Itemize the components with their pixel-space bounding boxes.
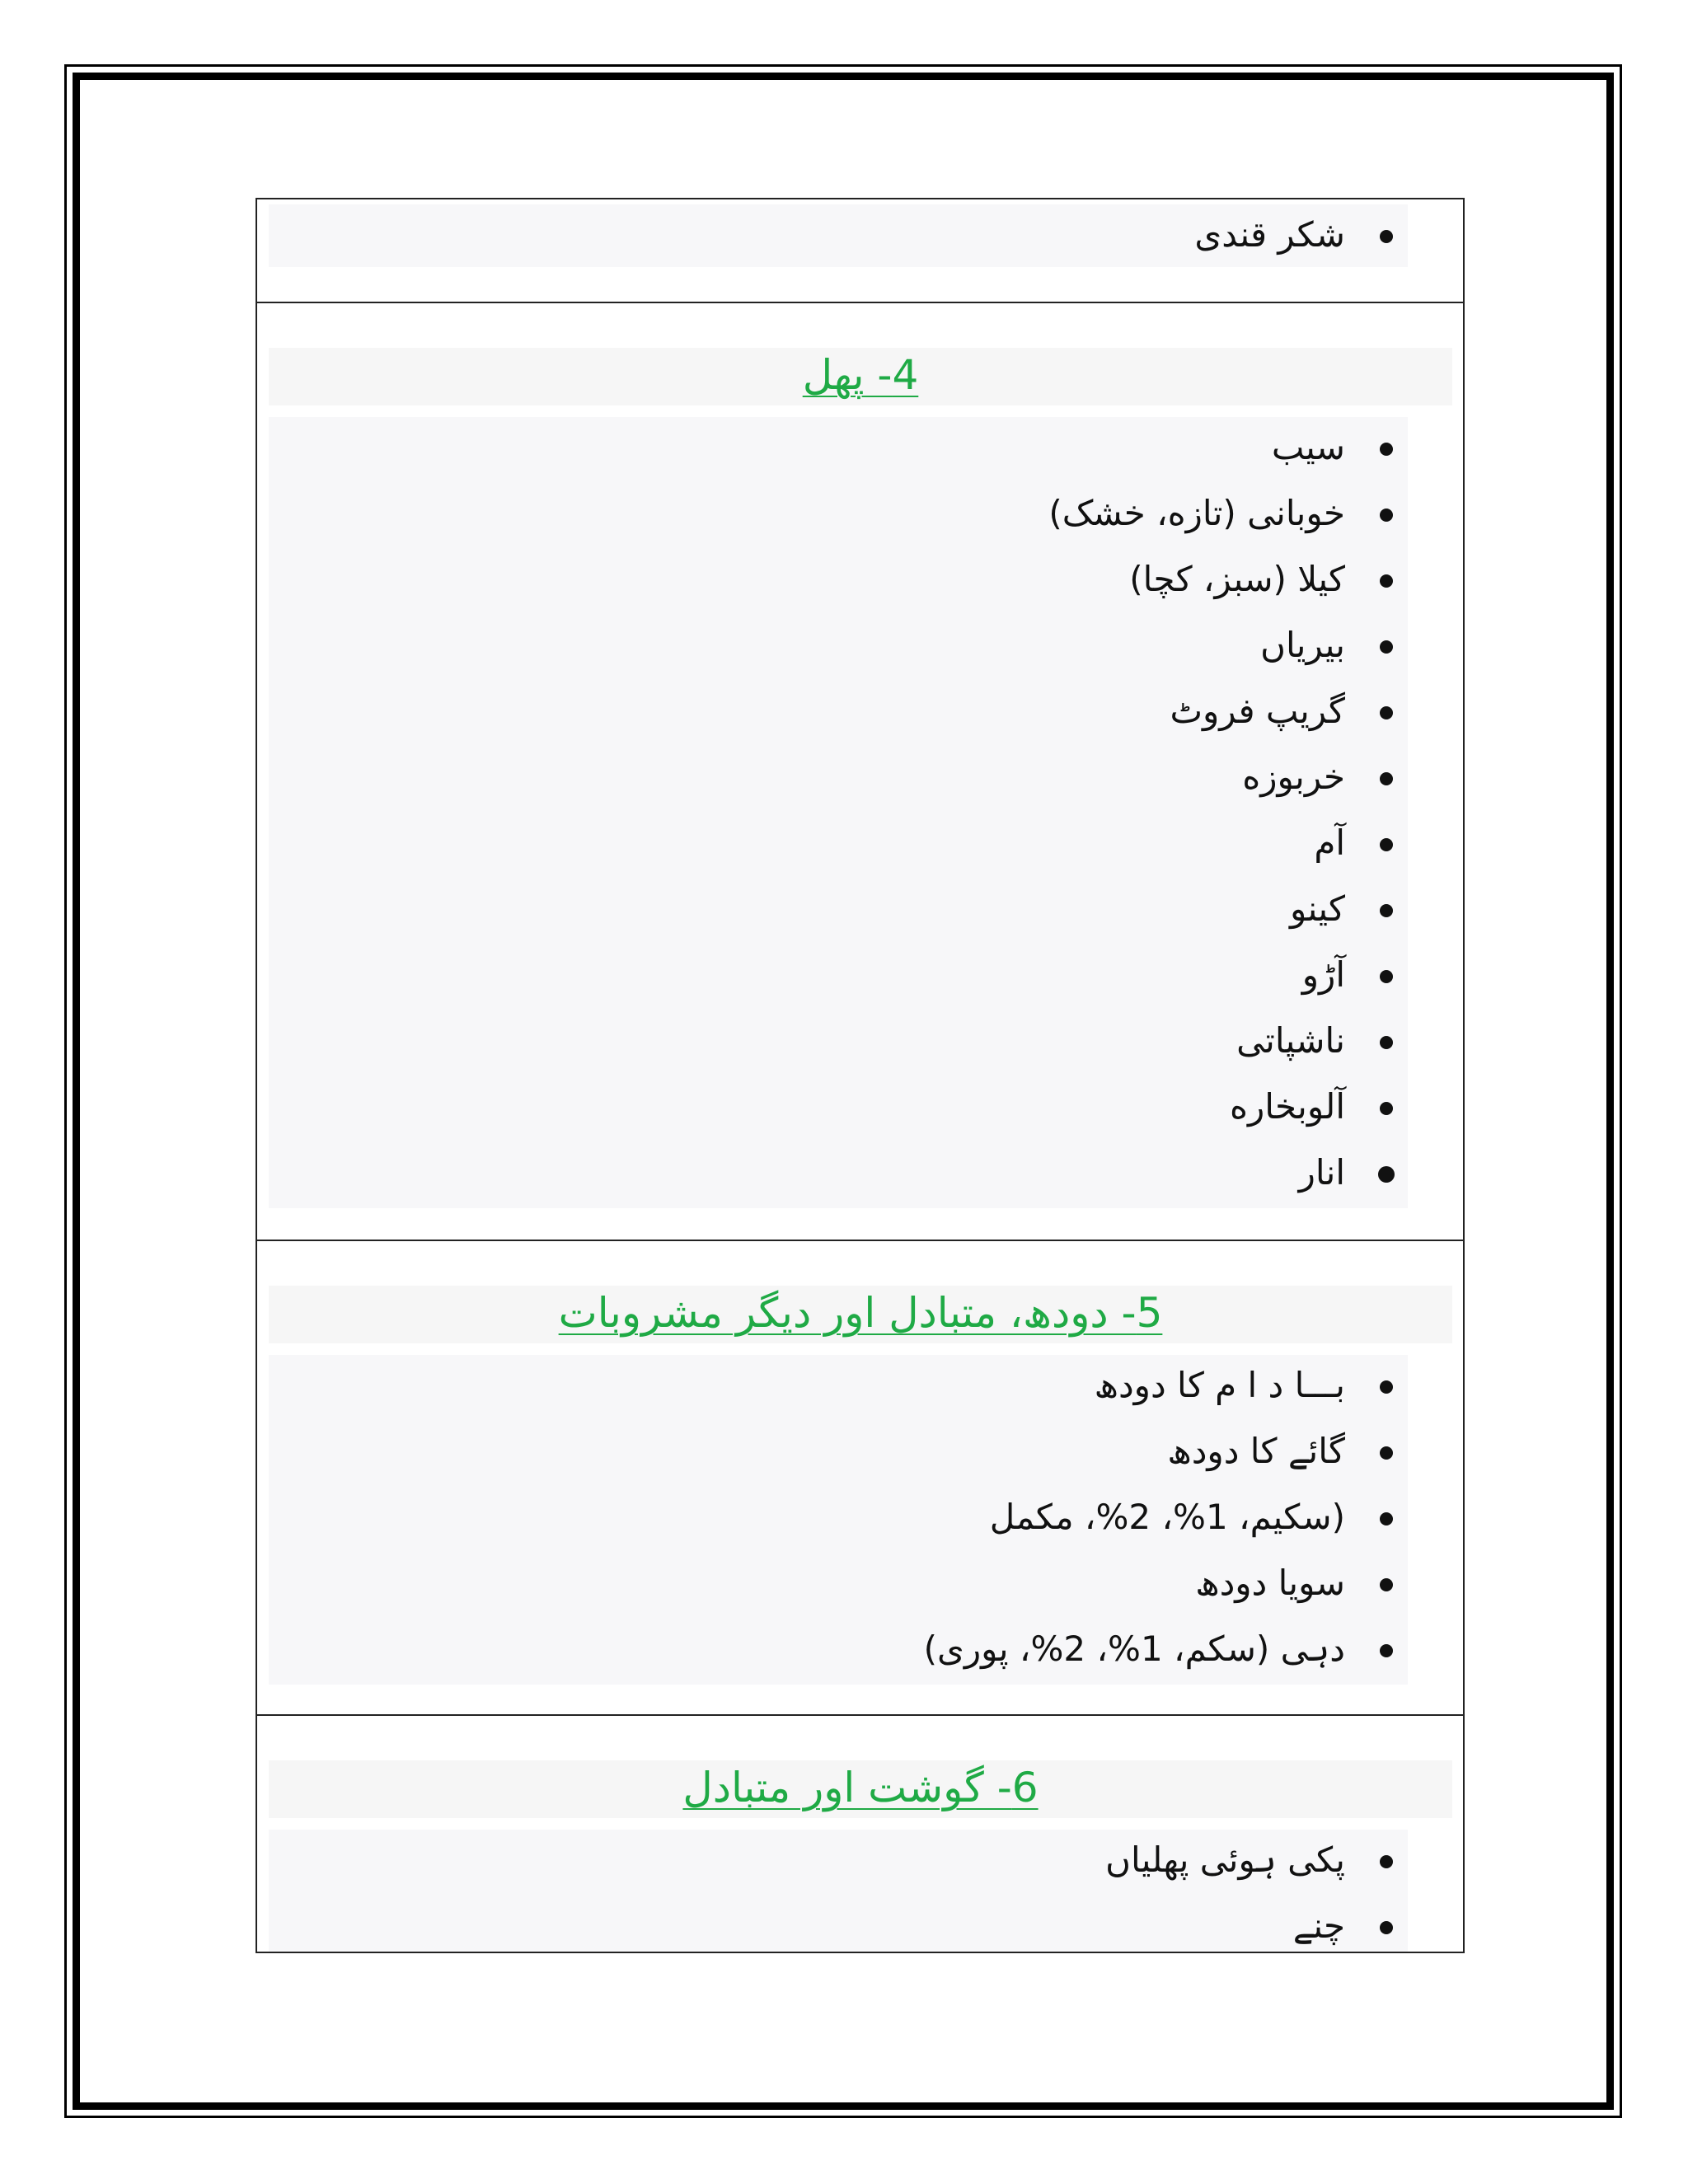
list-item-text: کینو	[1289, 888, 1345, 929]
list-item-text: گریپ فروٹ	[1170, 691, 1345, 731]
heading-band	[269, 1760, 1452, 1818]
list-item	[269, 1076, 1408, 1142]
heading-band	[269, 1286, 1452, 1343]
list-item	[269, 615, 1408, 681]
meat-items-list	[269, 1830, 1408, 1953]
bullet-icon	[1380, 838, 1393, 851]
list-item-text: گائے کا دودھ	[1167, 1431, 1345, 1471]
bullet-icon	[1380, 1921, 1393, 1934]
list-band	[269, 417, 1408, 1208]
bullet-icon	[1380, 1578, 1393, 1591]
list-item	[269, 1355, 1408, 1421]
heading-band	[269, 348, 1452, 405]
bullet-icon	[1380, 1446, 1393, 1460]
bullet-icon	[1380, 904, 1393, 917]
list-item-text: شکر قندی	[1194, 214, 1345, 255]
list-item	[269, 681, 1408, 747]
bullet-icon	[1380, 970, 1393, 983]
list-band	[269, 1355, 1408, 1685]
list-item	[269, 1010, 1408, 1076]
list-item	[269, 1553, 1408, 1619]
list-item	[269, 944, 1408, 1010]
list-item-text: آم	[1314, 823, 1345, 863]
bullet-icon	[1380, 706, 1393, 719]
list-item	[269, 483, 1408, 549]
list-item-text: خوبانی (تازه، خشک)	[1048, 493, 1345, 533]
list-item-text: بـــا د ا م کا دودھ	[1094, 1365, 1345, 1405]
list-item	[269, 204, 1408, 270]
bullet-icon	[1380, 640, 1393, 654]
section-heading-fruits: 4- پھل	[802, 351, 919, 399]
bullet-icon	[1380, 1380, 1393, 1394]
bullet-icon	[1378, 1166, 1395, 1183]
list-item-text: ناشپاتی	[1236, 1020, 1345, 1061]
bullet-icon	[1380, 1644, 1393, 1657]
section-heading-milk: 5- دودھ، متبادل اور دیگر مشروبات	[558, 1289, 1163, 1337]
list-item-text: دہی (سکم، 1%، 2%، پوری)	[923, 1629, 1345, 1669]
list-band	[269, 204, 1408, 267]
bullet-icon	[1380, 230, 1393, 243]
bullet-icon	[1380, 509, 1393, 522]
list-item	[269, 417, 1408, 483]
row-divider	[257, 1240, 1463, 1241]
list-item	[269, 879, 1408, 944]
list-item-text: پکی ہوئی پھلیاں	[1105, 1840, 1345, 1880]
bullet-icon	[1380, 443, 1393, 456]
list-item	[269, 1830, 1408, 1896]
bullet-icon	[1380, 772, 1393, 785]
list-item-text: بیریاں	[1260, 625, 1345, 665]
list-item-text: سویا دودھ	[1195, 1563, 1345, 1603]
section-heading-meat: 6- گوشت اور متبادل	[682, 1764, 1039, 1811]
list-item	[269, 549, 1408, 615]
bullet-icon	[1380, 574, 1393, 588]
bullet-icon	[1380, 1102, 1393, 1115]
bullet-icon	[1380, 1855, 1393, 1868]
list-item	[269, 747, 1408, 813]
list-item-text: آلوبخاره	[1229, 1086, 1345, 1127]
list-item	[269, 1619, 1408, 1685]
top-items-list	[269, 204, 1408, 270]
food-list-table	[256, 198, 1465, 1953]
list-item-text: خربوزه	[1242, 757, 1345, 797]
bullet-icon	[1380, 1512, 1393, 1526]
milk-items-list	[269, 1355, 1408, 1685]
list-item-text: چنے	[1292, 1905, 1345, 1946]
list-band	[269, 1830, 1408, 1953]
list-item	[269, 1142, 1408, 1208]
list-item	[269, 813, 1408, 879]
list-item-text: (سکیم، 1%، 2%، مکمل	[989, 1497, 1345, 1537]
list-item-text: انار	[1298, 1152, 1345, 1193]
row-divider	[257, 302, 1463, 303]
list-item-text: سیب	[1271, 427, 1345, 467]
list-item	[269, 1896, 1408, 1953]
list-item-text: کیلا (سبز، کچا)	[1129, 559, 1345, 599]
list-item	[269, 1487, 1408, 1553]
row-divider	[257, 1714, 1463, 1716]
list-item-text: آڑو	[1301, 954, 1345, 995]
list-item	[269, 1421, 1408, 1487]
bullet-icon	[1380, 1036, 1393, 1049]
fruits-items-list	[269, 417, 1408, 1208]
